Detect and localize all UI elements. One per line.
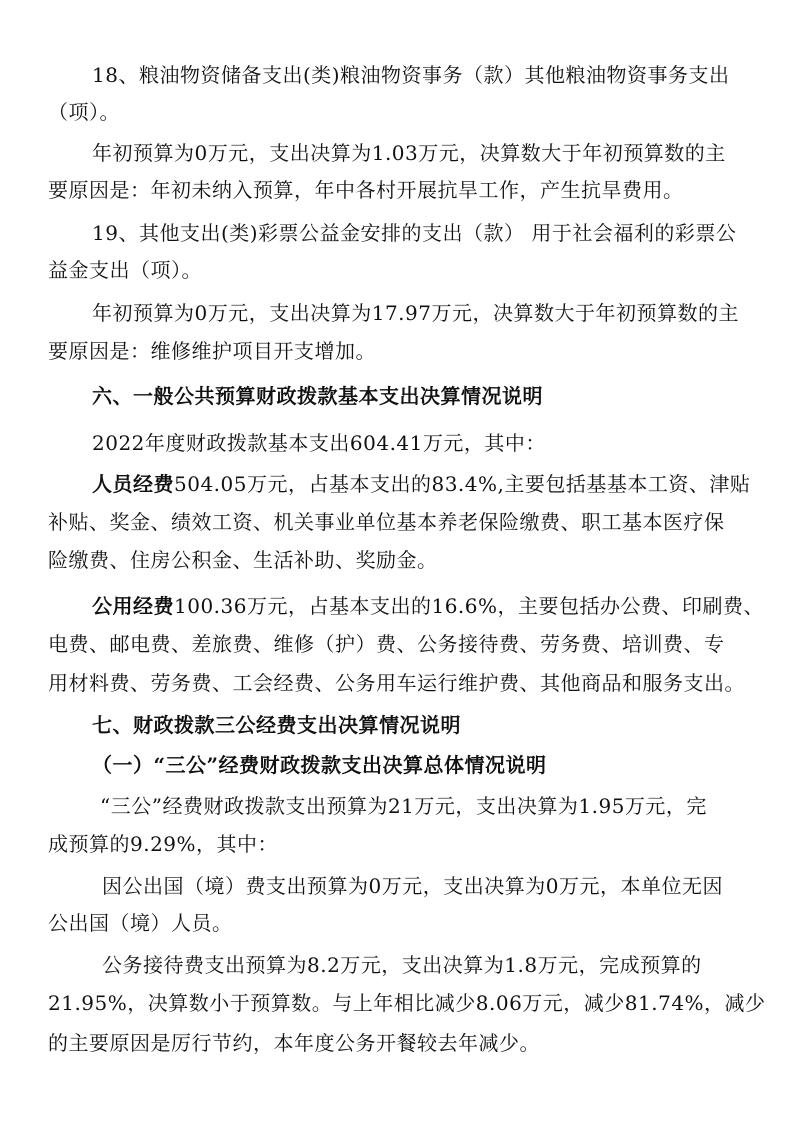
public-expense-line3: 用材料费、劳务费、工会经费、公务用车运行维护费、其他商品和服务支出。 [48,671,745,695]
item19-desc-line1: 年初预算为0万元，支出决算为17.97万元，决算数大于年初预算数的主 [92,301,739,325]
section7-sub1-title: （一）“三公”经费财政拨款支出决算总体情况说明 [92,753,547,777]
public-expense-text: 100.36万元，占基本支出的16.6%，主要包括办公费、印刷费、 [174,594,765,618]
public-expense-line1 [92,593,764,619]
item19-heading-line1: 19、其他支出(类)彩票公益金安排的支出（款） 用于社会福利的彩票公 [92,221,737,245]
personnel-expense-line1 [92,471,750,497]
three-public-overall-line2: 成预算的9.29%，其中： [48,832,279,856]
item18-heading-line1: 18、粮油物资储备支出(类)粮油物资事务（款）其他粮油物资事务支出 [92,63,730,87]
personnel-expense-label: 人员经费 [92,472,174,496]
item18-heading-line2: （项）。 [48,100,120,124]
reception-expense-line2: 21.95%，决算数小于预算数。与上年相比减少8.06万元，减少81.74%，减少 [48,991,766,1015]
item19-heading-line2: 益金支出（项）。 [48,258,202,282]
personnel-expense-line3: 险缴费、住房公积金、生活补助、奖励金。 [48,548,438,572]
item18-desc-line1: 年初预算为0万元，支出决算为1.03万元，决算数大于年初预算数的主 [92,141,726,165]
three-public-overall-line1: “三公”经费财政拨款支出预算为21万元，支出决算为1.95万元，完 [100,794,707,818]
public-expense-line2: 电费、邮电费、差旅费、维修（护）费、公务接待费、劳务费、培训费、专 [48,632,725,656]
reception-expense-line1: 公务接待费支出预算为8.2万元，支出决算为1.8万元，完成预算的 [102,953,702,977]
section7-title: 七、财政拨款三公经费支出决算情况说明 [92,713,461,737]
personnel-expense-text: 504.05万元，占基本支出的83.4%,主要包括基基本工资、津贴 [174,472,751,496]
item18-desc-line2: 要原因是：年初未纳入预算，年中各村开展抗旱工作，产生抗旱费用。 [48,178,684,202]
item19-desc-line2: 要原因是：维修维护项目开支增加。 [48,339,376,363]
section6-intro: 2022年度财政拨款基本支出604.41万元，其中： [92,431,546,455]
reception-expense-line3: 的主要原因是厉行节约，本年度公务开餐较去年减少。 [48,1031,540,1055]
public-expense-label: 公用经费 [92,594,174,618]
abroad-expense-line2: 公出国（境）人员。 [48,911,233,935]
personnel-expense-line2: 补贴、奖金、绩效工资、机关事业单位基本养老保险缴费、职工基本医疗保 [48,510,725,534]
section6-title: 六、一般公共预算财政拨款基本支出决算情况说明 [92,384,543,408]
abroad-expense-line1: 因公出国（境）费支出预算为0万元，支出决算为0万元，本单位无因 [102,874,723,898]
